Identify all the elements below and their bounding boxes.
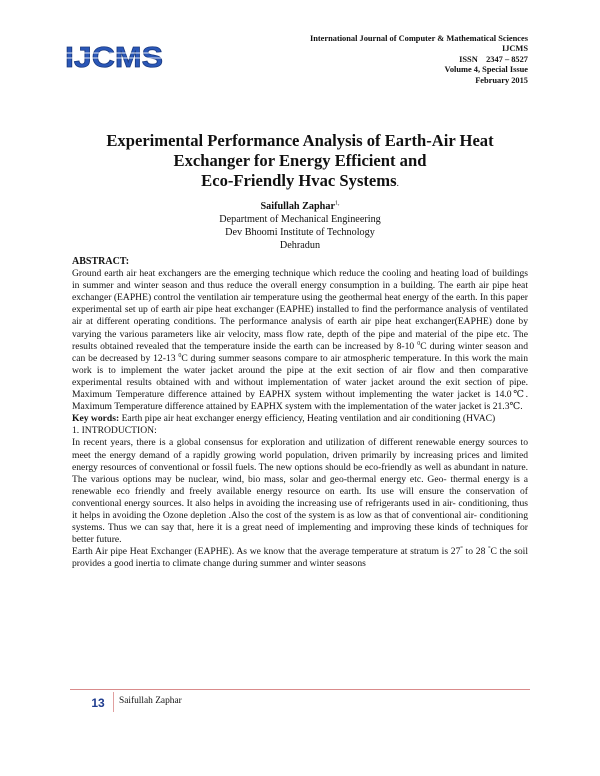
keywords-text: Earth pipe air heat exchanger energy efficiency, Heating ventilation and air conditioning (HVAC) (119, 413, 496, 425)
title-line-2: Exchanger for Energy Efficient and (173, 151, 427, 170)
journal-issn: ISSN 2347 – 8527 (459, 54, 528, 64)
page-number: 13 (91, 696, 105, 710)
journal-volume: Volume 4, Special Issue (444, 65, 528, 75)
abstract-text: Ground earth air heat exchangers are the emerging technique which reduce the cooling and heating load of buildings in summer and winter season and thus reduce the overall energy consumption in a building. The earth air pipe heat exchanger (EAPHE) control the ventilation air temperature using the geothermal heat energy of the earth. In this paper experimental set up of earth air pipe heat exchanger (EAPHE) installed to find the performance analysis of ventilated air at different operating conditions. The performance analysis of earth air pipe heat exchanger(EAPHE) done by varying the various parameters like air velocity, mass flow rate, depth of the pipe and material of the pipe etc. The results obtained revealed that the temperature inside the earth can be increased by 8-10 $^0$C during winter season and can be decreased by 12-13 $^0$C during summer seasons compare to air atmospheric temperature. In this work the main work is to implement the water jacket around the pipe at the exit section of air flow and then comparative experimental results obtained with and without implementation of water jacket around the exit section of pipe. Maximum Temperature difference attained by EAPHX system without implementing the water jacket is 14.0℃. Maximum Temperature difference attained by EAPHX system with the implementation of the water jacket is 21.3℃. (72, 268, 528, 413)
title-line-1: Experimental Performance Analysis of Earth-Air Heat (106, 131, 494, 150)
introduction-heading: 1. INTRODUCTION: (72, 425, 157, 437)
journal-meta (310, 34, 528, 86)
author-institute: Dev Bhoomi Institute of Technology (225, 227, 375, 238)
title-trailing-dot: . (396, 178, 399, 188)
journal-date: February 2015 (475, 75, 528, 85)
paper-body (72, 256, 528, 570)
keywords-label: Key words: (72, 413, 120, 425)
journal-abbrev: IJCMS (501, 44, 528, 54)
journal-logo (64, 40, 164, 74)
author-department: Department of Mechanical Engineering (219, 214, 381, 225)
journal-name: International Journal of Computer & Mathematical Sciences (309, 34, 528, 43)
logo-text: IJCMS (65, 42, 163, 74)
keywords (72, 413, 528, 425)
introduction-paragraph-2: Earth Air pipe Heat Exchanger (EAPHE). As we know that the average temperature at stratum is 27° to 28 °C the soil provides a good inertia to climate change during summer and winter seasons (72, 546, 528, 570)
paper-title (60, 131, 540, 193)
author-block (0, 200, 600, 252)
author-city: Dehradun (279, 240, 321, 251)
introduction-paragraph-1: In recent years, there is a global consensus for exploration and utilization of different renewable energy sources to meet the energy demand of a rapidly growing world population, driven primarily by increasing prices and limited energy resources of conventional or fossil fuels. The new options should be eco-friendly as well as abundant in nature. The various options may be nuclear, wind, bio mass, solar and geo-thermal energy etc. Geo- thermal energy is a renewable eco friendly and freely available energy resource on earth. Its use will ensure the conservation of conventional energy sources. It also helps in avoiding the increasing use of refrigerants used in air- conditioning, thus it helps in avoiding the Ozone depletion .Also the cost of the system is as low as that of conventional air- conditioning systems. Thus we can say that, here it is a great need of implementing and improving these kinds of techniques for better future. (72, 437, 528, 546)
title-line-3: Eco-Friendly Hvac Systems. (201, 171, 399, 190)
footer-author: Saifullah Zaphar (119, 696, 182, 706)
author-name: Saifullah Zaphar$^{1,}$ (260, 200, 340, 212)
abstract-heading: ABSTRACT: (72, 256, 130, 267)
author-sup: 1, (334, 200, 340, 207)
footer-rule (70, 689, 530, 690)
footer-separator (113, 692, 114, 712)
